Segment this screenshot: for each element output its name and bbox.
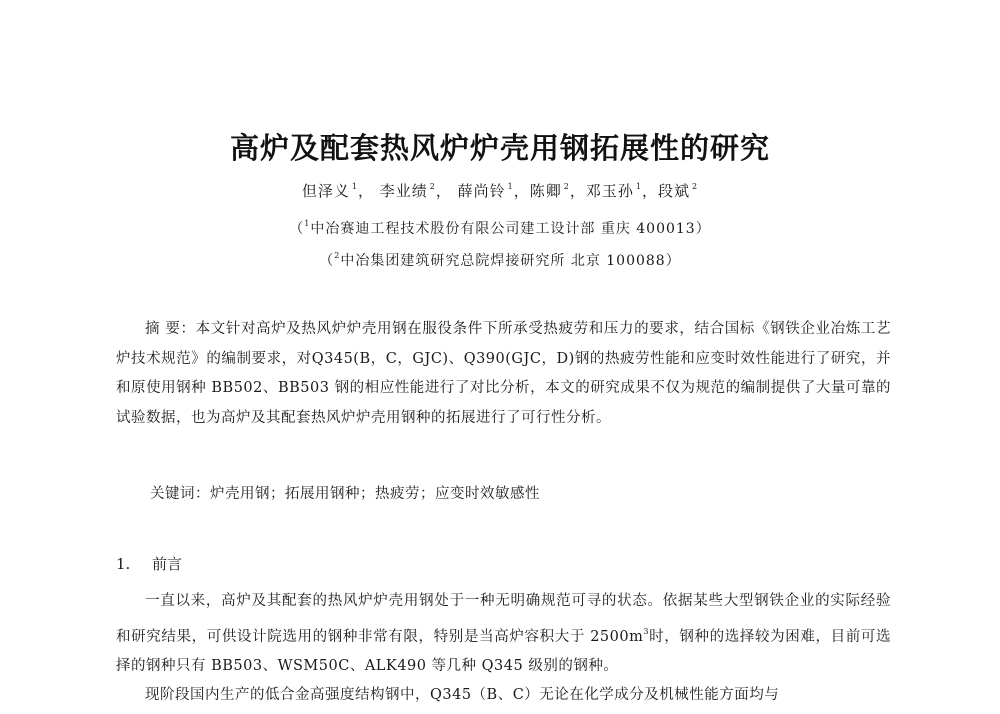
intro-paragraph-1: 一直以来，高炉及其配套的热风炉炉壳用钢处于一种无明确规范可寻的状态。依据某些大型钢铁企业的实际经验和研究结果，可供设计院选用的钢种非常有限，特别是当高炉容积大于 $2500m^3$时，钢种的选择较为困难，目前可选择的钢种只有 BB503、WSM50C、ALK490 等几种 Q345 级别的钢种。: [116, 593, 891, 674]
author-list: [0, 180, 1000, 201]
section-heading: [116, 553, 182, 574]
paper-title: 高炉及配套热风炉炉壳用钢拓展性的研究: [229, 131, 770, 165]
author: 但泽义 $^1$，: [301, 182, 374, 200]
affiliation-1: （$^1$中冶赛迪工程技术股份有限公司建工设计部 重庆 400013）: [289, 219, 711, 237]
abstract: 摘 要：本文针对高炉及热风炉炉壳用钢在服役条件下所承受热疲劳和压力的要求，结合国标《钢铁企业冶炼工艺炉技术规范》的编制要求，对Q345(B，C，GJC)、Q390(GJC，D)钢的热疲劳性能和应变时效性能进行了研究，并和原使用钢种 BB502、BB503 钢的相应性能进行了对比分析，本文的研究成果不仅为规范的编制提供了大量可靠的试验数据，也为高炉及其配套热风炉炉壳用钢种的拓展进行了可行性分析。: [116, 321, 891, 426]
keywords: 关键词：炉壳用钢；拓展用钢种；热疲劳；应变时效敏感性: [150, 486, 540, 502]
author: 李业绩 $^2$，: [379, 182, 452, 200]
author: 薛尚铃 $^1$，: [457, 182, 530, 200]
intro-paragraph-2: 现阶段国内生产的低合金高强度结构钢中，Q345（B、C）无论在化学成分及机械性能方面均与: [145, 687, 780, 703]
section-number: 1.: [116, 555, 131, 573]
section-title: 前言: [152, 555, 183, 573]
author: 陈卿 $^2$，: [529, 182, 586, 200]
author: 邓玉孙 $^1$，: [585, 182, 659, 200]
author: 段斌 $^2$: [658, 182, 699, 200]
affiliation-2: （$^2$中冶集团建筑研究总院焊接研究所 北京 100088）: [319, 251, 681, 269]
